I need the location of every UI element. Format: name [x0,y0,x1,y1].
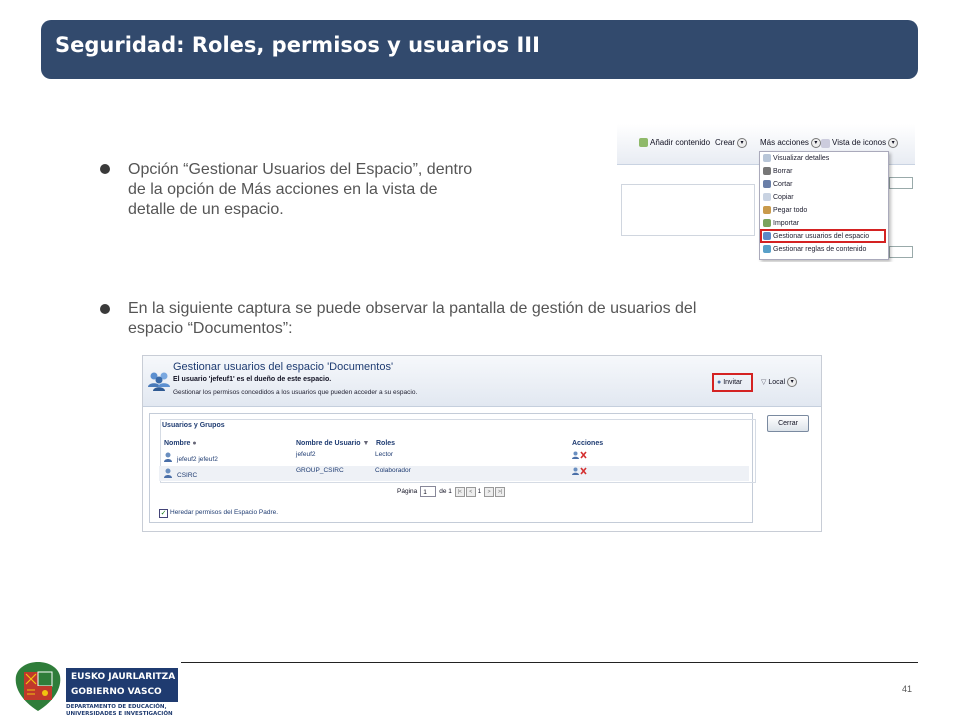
icon-view-label: Vista de iconos [832,138,887,148]
chevron-down-icon: ▾ [811,138,821,148]
details-icon [763,154,771,162]
page-number: 41 [902,684,913,694]
column-header-actions [572,440,603,447]
icon-view-button[interactable] [821,138,898,148]
invite-button[interactable] [712,373,753,392]
column-label: Nombre [164,440,191,447]
pagination [397,486,505,497]
menu-item-label: Pegar todo [773,207,808,214]
invite-label: Invitar [723,379,743,386]
row-role: Colaborador [375,467,411,474]
dept-line-2: UNIVERSIDADES E INVESTIGACIÓN [66,711,173,717]
menu-item-label: Visualizar detalles [773,155,830,162]
close-button[interactable]: Cerrar [767,415,809,432]
remove-user-icon[interactable] [580,467,587,475]
bullet-dot [100,164,110,174]
filter-icon [821,139,830,148]
column-label: Roles [376,440,396,447]
menu-item-view-details[interactable] [763,153,829,165]
row-role: Lector [375,451,394,458]
first-page-icon[interactable]: |< [455,487,465,497]
sort-icon: ▼ [362,440,370,447]
row-name[interactable]: jefeuf2 jefeuf2 [177,456,218,463]
menu-item-label: Importar [773,220,800,227]
menu-item-label: Borrar [773,168,793,175]
filter-icon: ▽ [761,378,767,386]
description-line: Gestionar los permisos concedidos a los usuarios que pueden acceder a su espacio. [173,389,418,396]
prev-page-icon[interactable]: < [466,487,476,497]
column-header-roles[interactable] [376,440,395,447]
dialog-title: Gestionar usuarios del espacio 'Documentos' [173,361,394,373]
department-name [66,704,173,718]
delete-icon [763,167,771,175]
page-count: de 1 [439,488,452,496]
bullet-dot [100,304,110,314]
menu-item-paste-all[interactable] [763,205,807,217]
column-header-username[interactable] [296,440,369,447]
more-actions-label: Más acciones [760,138,809,148]
sort-icon: ● [192,440,197,447]
bullet-2-line-2: espacio “Documentos”: [128,320,293,337]
copy-icon [763,193,771,201]
users-group-icon [147,370,171,392]
highlight-box [760,229,886,243]
add-content-label: Añadir contenido [650,138,711,147]
menu-item-delete[interactable] [763,166,792,178]
table-row [159,466,749,481]
current-page: 1 [477,489,482,496]
local-label: Local [768,378,786,386]
scissors-icon [763,180,771,188]
inherit-checkbox[interactable]: ✓ [160,510,167,517]
menu-item-label: Copiar [773,194,794,201]
dept-line-1: DEPARTAMENTO DE EDUCACIÓN, [66,704,167,710]
add-content-button[interactable] [639,138,710,147]
footer-divider [181,662,918,663]
bullet-1-line-1: Opción “Gestionar Usuarios del Espacio”, dentro [128,161,473,178]
bullet-1-line-2: de la opción de Más acciones en la vista de [128,181,438,198]
more-actions-menu [759,151,889,260]
menu-item-copy[interactable] [763,192,794,204]
next-page-icon[interactable]: > [484,487,494,497]
panel-title: Usuarios y Grupos [162,422,225,429]
import-icon [763,219,771,227]
create-button[interactable] [715,138,747,148]
remove-user-icon[interactable] [580,451,587,459]
background-panel [621,184,755,236]
background-field [889,177,913,189]
user-icon [164,452,172,462]
more-actions-button[interactable] [760,138,821,148]
last-page-icon[interactable]: >| [495,487,505,497]
local-filter[interactable] [761,377,797,387]
manage-users-screenshot [142,355,822,532]
background-field [889,246,913,258]
government-logo [66,668,178,702]
inherit-label: Heredar permisos del Espacio Padre. [170,509,279,516]
rules-icon [763,245,771,253]
basque-government-seal-icon [13,660,63,715]
column-label: Nombre de Usuario [296,440,361,447]
table-row [159,450,749,465]
page-input[interactable]: 1 [420,486,436,497]
menu-item-cut[interactable] [763,179,792,191]
menu-item-content-rules[interactable] [763,244,866,256]
page-label: Página [397,488,418,496]
group-icon [164,468,172,478]
bullet-1-line-3: detalle de un espacio. [128,201,284,218]
menu-item-label: Gestionar reglas de contenido [773,246,867,253]
menu-item-label: Cortar [773,181,793,188]
slide-title: Seguridad: Roles, permisos y usuarios III [55,33,540,57]
row-name[interactable]: CSIRC [177,472,198,479]
user-icon: ● [717,379,722,386]
org-line-2: GOBIERNO VASCO [71,687,162,697]
title-bar [41,20,918,79]
column-label: Acciones [572,440,604,447]
paste-icon [763,206,771,214]
chevron-down-icon: ▾ [737,138,747,148]
edit-user-icon[interactable] [572,451,579,459]
chevron-down-icon: ▾ [888,138,898,148]
menu-item-label: Gestionar usuarios del espacio [773,233,870,240]
owner-line: El usuario 'jefeuf1' es el dueño de este espacio. [173,376,332,383]
edit-user-icon[interactable] [572,467,579,475]
row-username: jefeuf2 [296,451,316,458]
add-content-icon [639,138,648,147]
column-header-name[interactable] [164,440,197,447]
org-line-1: EUSKO JAURLARITZA [71,672,176,682]
row-username: GROUP_CSIRC [296,467,344,474]
more-actions-screenshot [617,124,915,262]
create-label: Crear [715,138,736,148]
bullet-2-line-1: En la siguiente captura se puede observar la pantalla de gestión de usuarios del [128,300,697,317]
chevron-down-icon: ▾ [787,377,797,387]
